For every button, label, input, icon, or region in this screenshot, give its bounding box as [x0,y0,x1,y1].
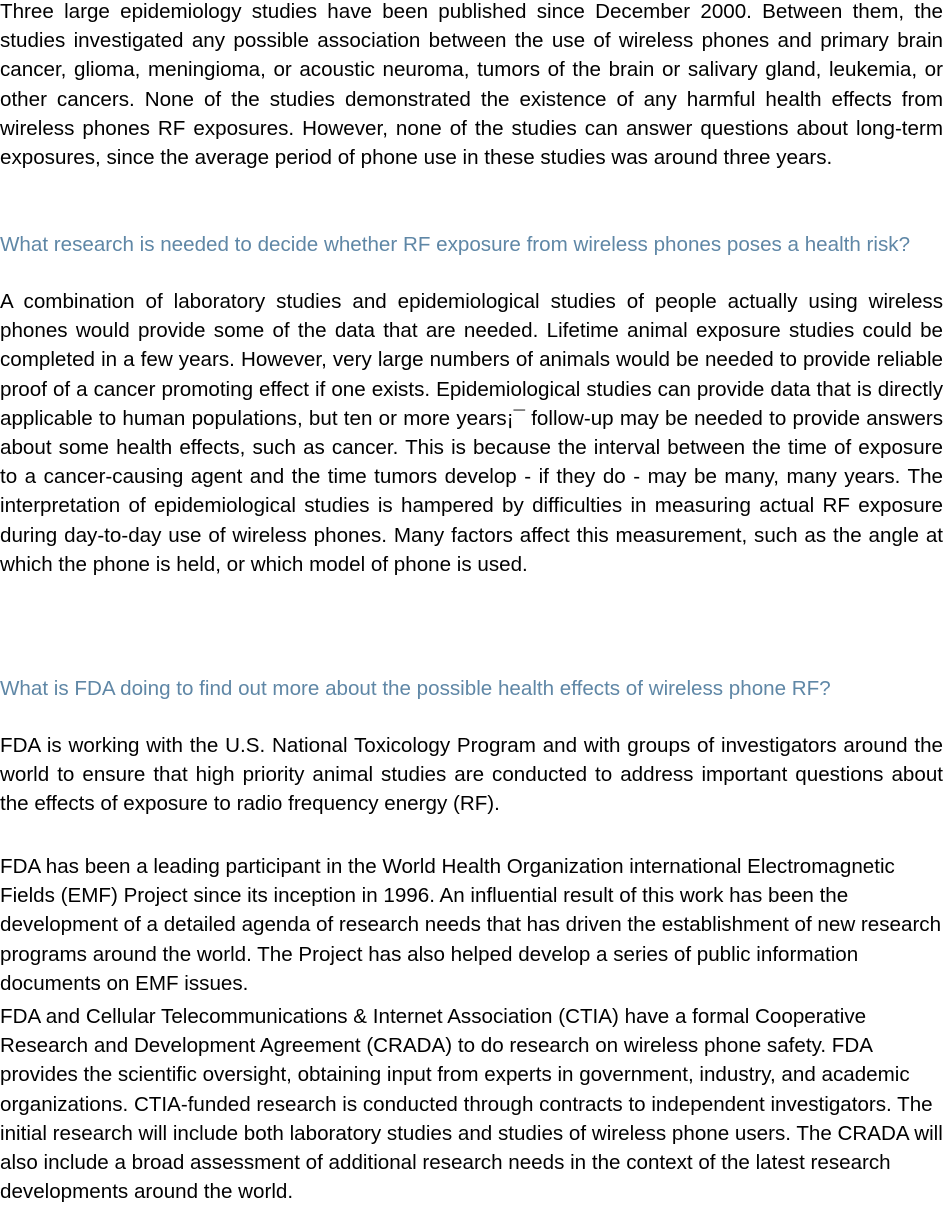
paragraph-ctia-crada: FDA and Cellular Telecommunications & Internet Association (CTIA) have a formal Cooperative Research and Development Agreement (CRADA) to do research on wireless phone safety. FDA provides the scientific oversight, obtaining input from experts in government, industry, and academic organizations. CTIA-funded research is conducted through contracts to independent investigators. The initial research will include both laboratory studies and studies of wireless phone users. The CRADA will also include a broad assessment of additional research needs in the context of the latest research developments around the world. [0,1005,943,1204]
paragraph-research-combination: A combination of laboratory studies and epidemiological studies of people actually using wireless phones would provide some of the data that are needed. Lifetime animal exposure studies could be completed in a few years. However, very large numbers of animals would be needed to provide reliable proof of a cancer promoting effect if one exists. Epidemiological studies can provide data that is directly applicable to human populations, but ten or more years¡¯ follow-up may be needed to provide answers about some health effects, such as cancer. This is because the interval between the time of exposure to a cancer-causing agent and the time tumors develop - if they do - may be many, many years. The interpretation of epidemiological studies is hampered by difficulties in measuring actual RF exposure during day-to-day use of wireless phones. Many factors affect this measurement, such as the angle at which the phone is held, or which model of phone is used. [0,290,943,576]
heading-research-needed: What research is needed to decide whether RF exposure from wireless phones poses a health risk? [0,233,911,256]
heading-fda-actions: What is FDA doing to find out more about the possible health effects of wireless phone RF? [0,677,831,700]
paragraph-who-emf-project: FDA has been a leading participant in the World Health Organization international Electromagnetic Fields (EMF) Project since its inception in 1996. An influential result of this work has been the development of a detailed agenda of research needs that has driven the establishment of new research programs around the world. The Project has also helped develop a series of public information documents on EMF issues. [0,855,942,995]
paragraph-epidemiology-studies: Three large epidemiology studies have been published since December 2000. Between them, the studies investigated any possible association between the use of wireless phones and primary brain cancer, glioma, meningioma, or acoustic neuroma, tumors of the brain or salivary gland, leukemia, or other cancers. None of the studies demonstrated the existence of any harmful health effects from wireless phones RF exposures. However, none of the studies can answer questions about long-term exposures, since the average period of phone use in these studies was around three years. [0,0,943,170]
paragraph-fda-toxicology-program: FDA is working with the U.S. National Toxicology Program and with groups of investigators around the world to ensure that high priority animal studies are conducted to address important questions about the effects of exposure to radio frequency energy (RF). [0,734,943,816]
